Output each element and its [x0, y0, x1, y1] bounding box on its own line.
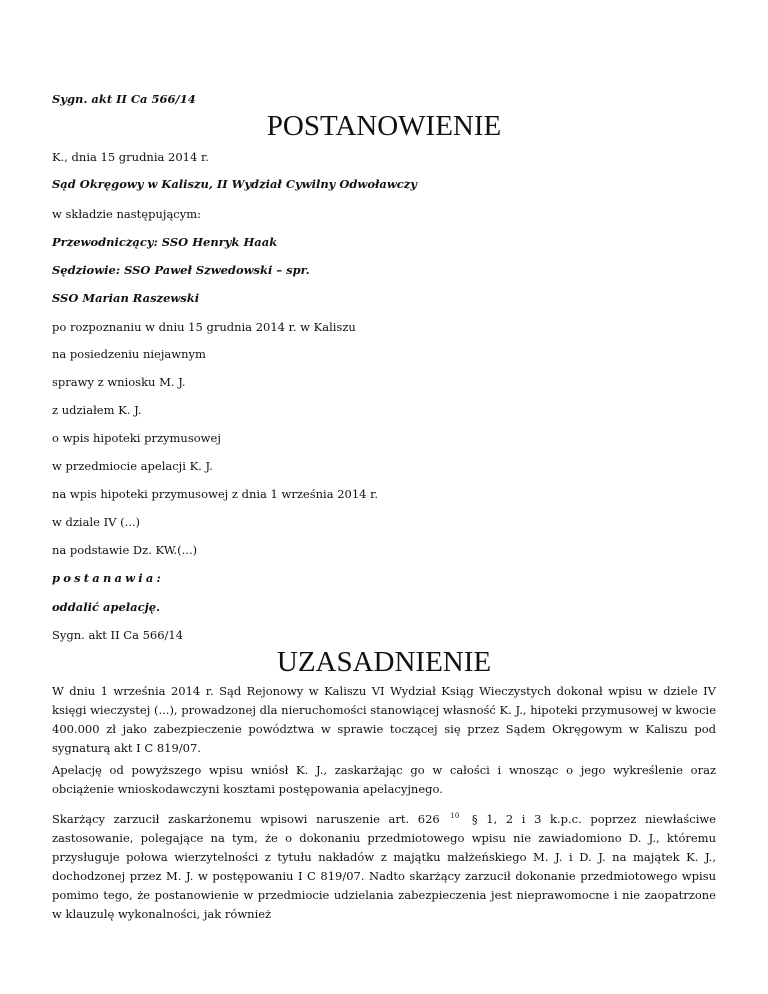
- appeal-line: w przedmiocie apelacji K. J.: [52, 459, 213, 473]
- paragraph-3-rest: § 1, 2 i 3 k.p.c. poprzez niewłaściwe zastosowanie, polegające na tym, że o dokonaniu przedmiotowego wpisu nie zawiadomiono D. J., któremu przysługuje połowa wierzytelności z tytułu nakładów z majątku małżeńskiego M. J. i D. J. na majątek K. J., dochodzonej przez M. J. w postępowaniu I C 819/07. Nadto skarżący zarzucił dokonanie przedmiotowego wpisu pomimo tego, że postanowienie w przedmiocie udzielania zabezpieczenia jest nieprawomocne i nie zaopatrzone w klauzulę wykonalności, jak również: [52, 812, 717, 921]
- case-signature-top: Sygn. akt II Ca 566/14: [52, 92, 196, 106]
- examination-line: po rozpoznaniu w dniu 15 grudnia 2014 r. w Kaliszu: [52, 320, 356, 334]
- composition-intro: w składzie następującym:: [52, 207, 202, 221]
- decides-line: postanawia:: [52, 571, 164, 585]
- judge-second: SSO Marian Raszewski: [52, 291, 200, 305]
- document-title: POSTANOWIENIE: [266, 110, 502, 142]
- basis-line: na podstawie Dz. KW.(...): [52, 543, 198, 557]
- case-line: sprawy z wniosku M. J.: [52, 375, 186, 389]
- justification-title: UZASADNIENIE: [276, 646, 492, 678]
- paragraph-3-start: Skarżący zarzucił zaskarżonemu wpisowi naruszenie art. 626: [52, 812, 440, 826]
- court-name: Sąd Okręgowy w Kaliszu, II Wydział Cywilny Odwoławczy: [52, 177, 417, 191]
- justification-paragraph-1: W dniu 1 września 2014 r. Sąd Rejonowy w Kaliszu VI Wydział Ksiąg Wieczystych dokonał wpisu w dziele IV księgi wieczystej (...), prowadzonej dla nieruchomości stanowiącej własność K. J., hipoteki przymusowej w kwocie 400.000 zł jako zabezpieczenie powództwa w sprawie toczącej się przez Sądem Okręgowym w Kaliszu pod sygnaturą akt I C 819/07.: [52, 684, 716, 755]
- session-line: na posiedzeniu niejawnym: [52, 347, 206, 361]
- entry-line: na wpis hipoteki przymusowej z dnia 1 września 2014 r.: [52, 487, 379, 501]
- decision-line: oddalić apelację.: [52, 600, 161, 614]
- section-line: w dziale IV (...): [52, 515, 141, 529]
- justification-paragraph-2: Apelację od powyższego wpisu wniósł K. J., zaskarżając go w całości i wnosząc o jego wykreślenie oraz obciążenie wnioskodawczyni kosztami postępowania apelacyjnego.: [52, 763, 716, 796]
- justification-paragraph-3: [52, 810, 716, 924]
- subject-line: o wpis hipoteki przymusowej: [52, 431, 221, 445]
- participant-line: z udziałem K. J.: [52, 403, 142, 417]
- article-superscript: 10: [450, 812, 460, 820]
- place-date: K., dnia 15 grudnia 2014 r.: [52, 150, 209, 164]
- case-signature-second: Sygn. akt II Ca 566/14: [52, 628, 184, 642]
- presiding-judge: Przewodniczący: SSO Henryk Haak: [52, 235, 278, 249]
- judges: Sędziowie: SSO Paweł Szwedowski – spr.: [52, 263, 310, 277]
